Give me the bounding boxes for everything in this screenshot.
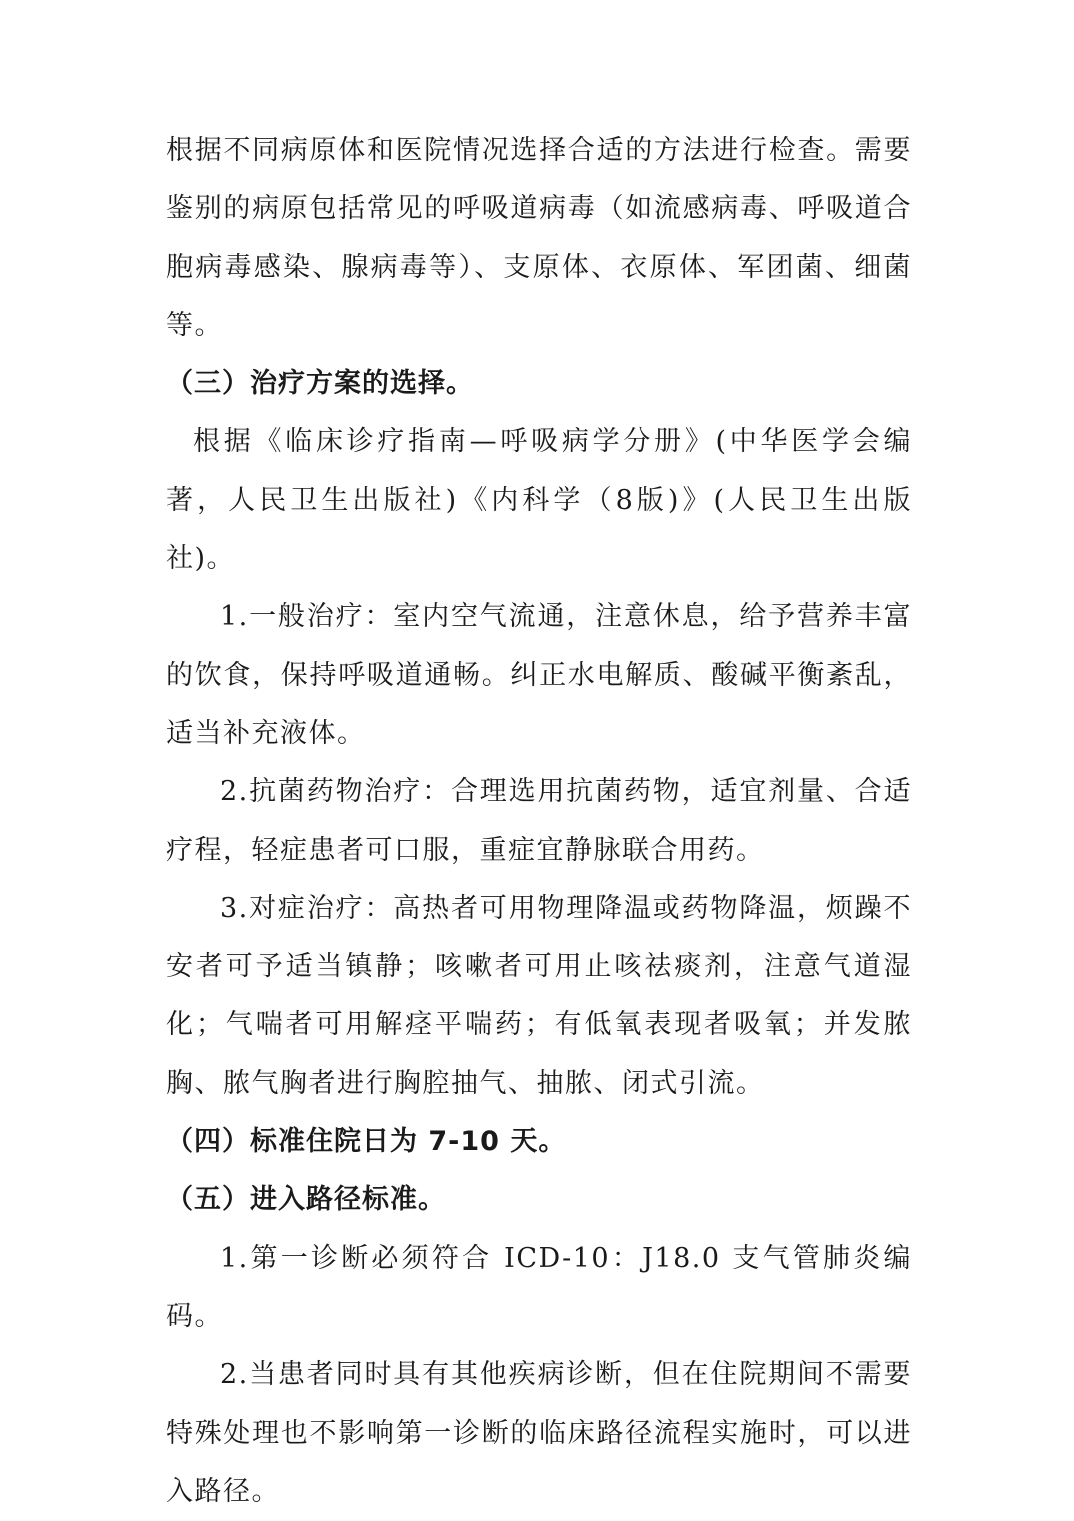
paragraph-treatment-references: 根据《临床诊疗指南—呼吸病学分册》(中华医学会编著，人民卫生出版社)《内科学（8版)》(人民卫生出版社)。 [166, 426, 912, 575]
document-body [166, 122, 912, 1521]
paragraph-antibacterial-treatment: 2.抗菌药物治疗：合理选用抗菌药物，适宜剂量、合适疗程，轻症患者可口服，重症宜静脉联合用药。 [166, 776, 912, 866]
paragraph-pathogen-identification: 根据不同病原体和医院情况选择合适的方法进行检查。需要鉴别的病原包括常见的呼吸道病毒（如流感病毒、呼吸道合胞病毒感染、腺病毒等）、支原体、衣原体、军团菌、细菌等。 [166, 135, 912, 341]
paragraph-general-treatment: 1.一般治疗：室内空气流通，注意休息，给予营养丰富的饮食，保持呼吸道通畅。纠正水电解质、酸碱平衡紊乱，适当补充液体。 [166, 601, 912, 749]
paragraph-symptomatic-treatment: 3.对症治疗：高热者可用物理降温或药物降温，烦躁不安者可予适当镇静；咳嗽者可用止咳祛痰剂，注意气道湿化；气喘者可用解痉平喘药；有低氧表现者吸氧；并发脓胸、脓气胸者进行胸腔抽气、抽脓、闭式引流。 [166, 892, 912, 1099]
section-heading-entry-criteria: （五）进入路径标准。 [166, 1184, 446, 1216]
section-heading-hospital-stay: （四）标准住院日为 7-10 天。 [166, 1126, 567, 1158]
section-heading-treatment-plan: （三）治疗方案的选择。 [166, 368, 474, 400]
paragraph-entry-criterion-2: 2.当患者同时具有其他疾病诊断，但在住院期间不需要特殊处理也不影响第一诊断的临床路径流程实施时，可以进入路径。 [166, 1359, 912, 1507]
paragraph-entry-criterion-1: 1.第一诊断必须符合 ICD-10：J18.0 支气管肺炎编码。 [166, 1242, 912, 1332]
